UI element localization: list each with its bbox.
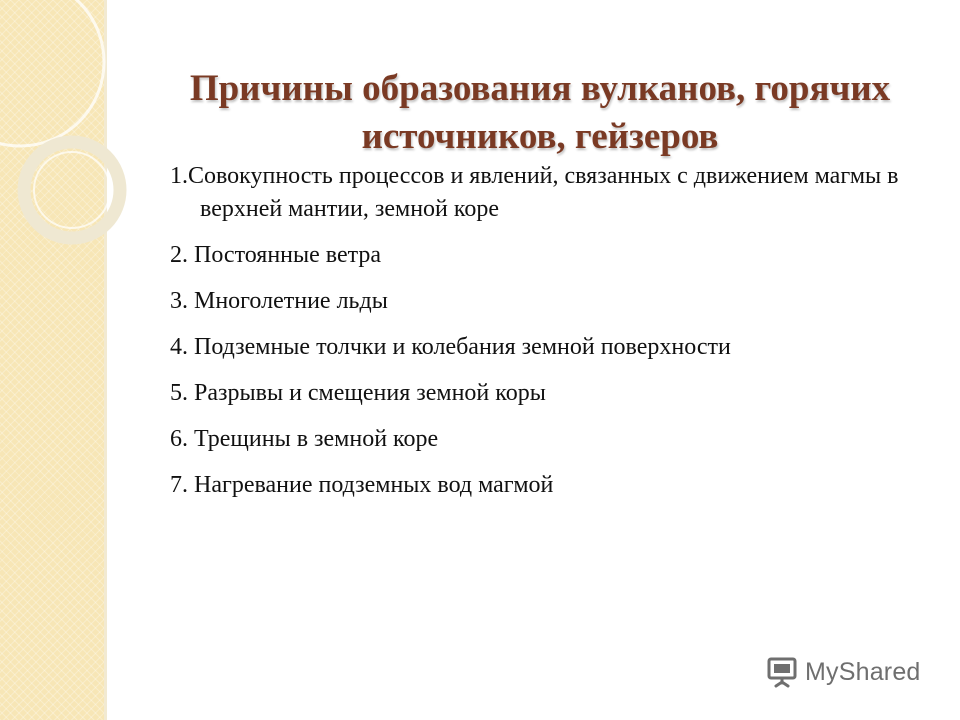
list-item: 3. Многолетние льды xyxy=(170,288,388,314)
decorative-circles xyxy=(0,0,140,260)
presentation-screen-icon xyxy=(765,656,799,688)
myshared-watermark xyxy=(765,653,921,691)
causes-list xyxy=(170,160,930,515)
slide-title-line-1: Причины образования вулканов, горячих xyxy=(189,67,891,109)
list-item: 5. Разрывы и смещения земной коры xyxy=(170,380,546,406)
list-item: 1.Совокупность процессов и явлений, связанных с движением магмы в верхней мантии, земной коре xyxy=(170,163,899,222)
list-item: 4. Подземные толчки и колебания земной поверхности xyxy=(170,334,731,360)
list-item: 2. Постоянные ветра xyxy=(170,242,382,268)
slide-title-line-2: источников, гейзеров xyxy=(361,115,719,157)
slide-title xyxy=(140,65,940,161)
list-item: 6. Трещины в земной коре xyxy=(170,426,439,452)
list-item: 7. Нагревание подземных вод магмой xyxy=(170,472,554,498)
watermark-label: MyShared xyxy=(805,657,921,686)
